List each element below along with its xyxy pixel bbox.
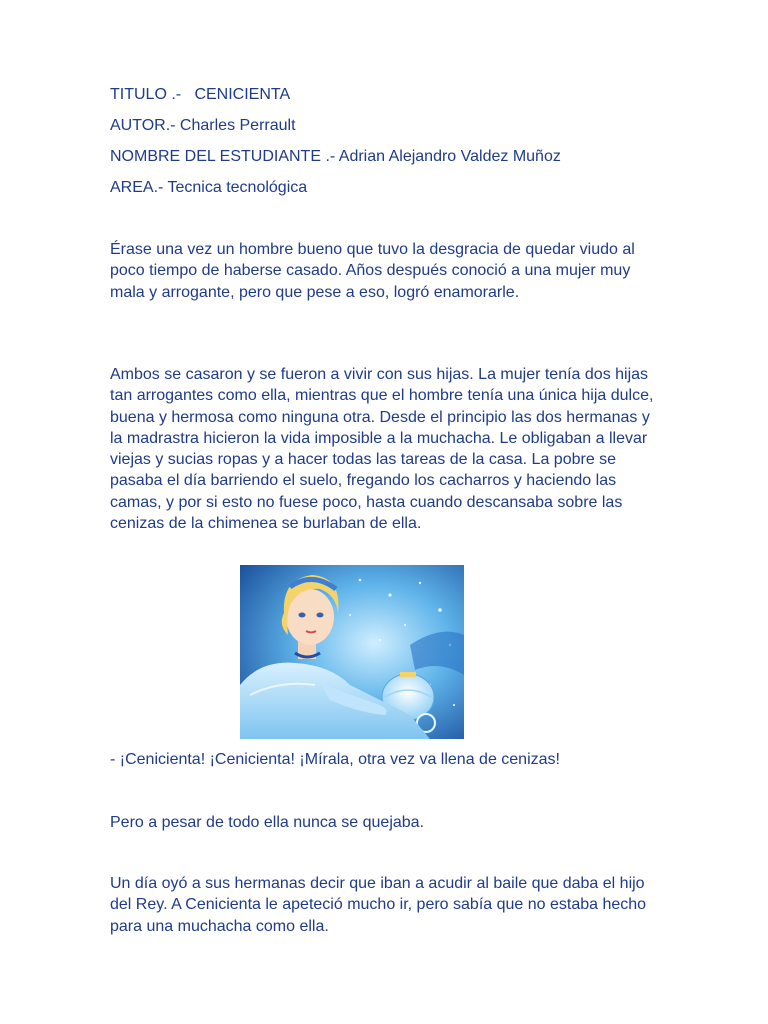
author-line: AUTOR.- Charles Perrault — [110, 117, 296, 134]
story-paragraph-5: Un día oyó a sus hermanas decir que iban a acudir al baile que daba el hijo del Rey. A Cenicienta le apeteció mucho ir, pero sabía que no estaba hecho para una muchacha como ella. — [110, 875, 647, 935]
story-paragraph-4: Pero a pesar de todo ella nunca se quejaba. — [110, 814, 425, 831]
title-line: TITULO .- CENICIENTA — [110, 86, 291, 103]
cinderella-illustration — [240, 565, 464, 739]
story-paragraph-2: Ambos se casaron y se fueron a vivir con sus hijas. La mujer tenía dos hijas tan arrogantes como ella, mientras que el hombre tenía una única hija dulce, buena y hermosa como ninguna otra. Desde el principio las dos hermanas y la madrastra hicieron la vida imposible a la muchacha. Le obligaban a llevar viejas y sucias ropas y a hacer todas las tareas de la casa. La pobre se pasaba el día barriendo el suelo, fregando los cacharros y haciendo las camas, y por si esto no fuese poco, hasta cuando descansaba sobre las cenizas de la chimenea se burlaban de ella. — [110, 366, 654, 533]
document-page — [110, 84, 662, 935]
story-paragraph-1: Érase una vez un hombre bueno que tuvo la desgracia de quedar viudo al poco tiempo de haberse casado. Años después conoció a una mujer muy mala y arrogante, pero que pese a eso, logró enamorarle. — [110, 241, 635, 301]
story-paragraph-3: - ¡Cenicienta! ¡Cenicienta! ¡Mírala, otra vez va llena de cenizas! — [110, 751, 560, 768]
student-line: NOMBRE DEL ESTUDIANTE .- Adrian Alejandro Valdez Muñoz — [110, 148, 561, 165]
area-line: AREA.- Tecnica tecnológica — [110, 179, 308, 196]
